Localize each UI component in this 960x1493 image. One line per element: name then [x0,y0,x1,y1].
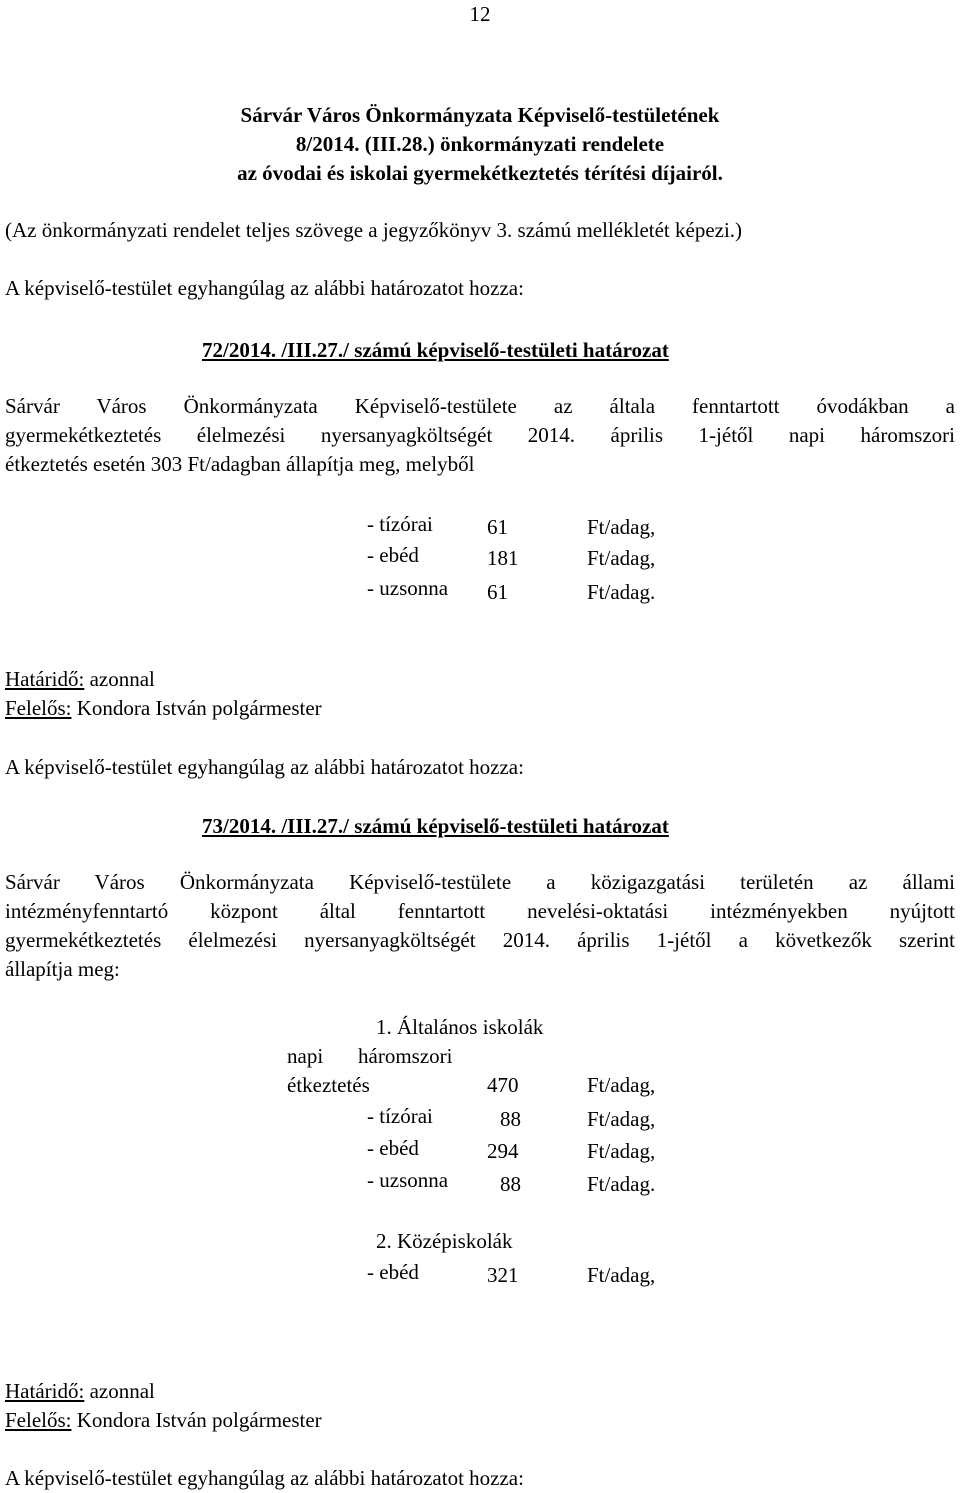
section-1-heading: 1. Általános iskolák [376,1015,544,1039]
responsible-line [5,1406,322,1435]
item-unit: Ft/adag. [587,580,656,604]
deadline-line [5,1377,155,1406]
page-number: 12 [469,2,491,26]
intro-line-1: A képviselő-testület egyhangúlag az alábbi határozatot hozza: [5,276,524,300]
header-line-1: Sárvár Város Önkormányzata Képviselő-testületének [240,103,720,127]
item-unit: Ft/adag, [587,515,656,539]
resolution-2-text-line: állapítja meg: [5,957,120,981]
resolution-2-text [5,868,955,984]
resolution-1-text [5,392,955,479]
item-label: - uzsonna [367,576,449,600]
deadline-label: Határidő: [5,1379,85,1403]
annex-note: (Az önkormányzati rendelet teljes szövege a jegyzőkönyv 3. számú mellékletét képezi.) [5,218,743,242]
item-unit: Ft/adag, [587,1107,656,1131]
item-amount: 321 [487,1263,519,1287]
responsible-label: Felelős: [5,1408,72,1432]
item-label: - ebéd [367,543,419,567]
item-label: - ebéd [367,1136,419,1160]
resolution-2-text-line: intézményfenntartó központ által fenntartott nevelési-oktatási intézményekben nyújtott [5,899,955,923]
resolution-2-text-line: Sárvár Város Önkormányzata Képviselő-testülete a közigazgatási területén az állami [5,870,955,894]
intro-line-3: A képviselő-testület egyhangúlag az alábbi határozatot hozza: [5,1466,524,1490]
intro-line-2: A képviselő-testület egyhangúlag az alábbi határozatot hozza: [5,755,524,779]
regulation-header [0,101,960,188]
resolution-1-title: 72/2014. /III.27./ számú képviselő-testületi határozat [202,338,669,362]
item-label: - ebéd [367,1260,419,1284]
resolution-1-text-line: étkeztetés esetén 303 Ft/adagban állapítja meg, melyből [5,452,475,476]
item-unit: Ft/adag, [587,546,656,570]
section-1-napi: napi [287,1044,324,1068]
section-2-heading: 2. Középiskolák [376,1229,513,1253]
responsible-line [5,694,322,723]
item-amount: 61 [487,515,508,539]
header-line-3: az óvodai és iskolai gyermekétkeztetés térítési díjairól. [237,161,723,185]
item-label: - tízórai [367,1104,433,1128]
item-unit: Ft/adag, [587,1263,656,1287]
deadline-value: azonnal [89,1379,155,1403]
resolution-1-text-line: Sárvár Város Önkormányzata Képviselő-testülete az általa fenntartott óvodákban a [5,394,955,418]
item-amount: 88 [500,1107,521,1131]
responsible-label: Felelős: [5,696,72,720]
item-amount: 294 [487,1139,519,1163]
deadline-value: azonnal [89,667,155,691]
section-1-total-amount: 470 [487,1073,519,1097]
resolution-1-text-line: gyermekétkeztetés élelmezési nyersanyagköltségét 2014. április 1-jétől napi háromszori [5,423,955,447]
section-1-etkeztetes: étkeztetés [287,1073,370,1097]
item-unit: Ft/adag, [587,1139,656,1163]
header-line-2: 8/2014. (III.28.) önkormányzati rendelete [295,132,665,156]
item-amount: 88 [500,1172,521,1196]
section-1-haromszori: háromszori [358,1044,453,1068]
item-amount: 181 [487,546,519,570]
resolution-2-text-line: gyermekétkeztetés élelmezési nyersanyagköltségét 2014. április 1-jétől a következők szerint [5,928,955,952]
responsible-value: Kondora István polgármester [76,1408,322,1432]
item-amount: 61 [487,580,508,604]
deadline-label: Határidő: [5,667,85,691]
section-1-total-unit: Ft/adag, [587,1073,656,1097]
item-unit: Ft/adag. [587,1172,656,1196]
item-label: - tízórai [367,512,433,536]
deadline-line [5,665,155,694]
responsible-value: Kondora István polgármester [76,696,322,720]
resolution-2-title: 73/2014. /III.27./ számú képviselő-testületi határozat [202,814,669,838]
item-label: - uzsonna [367,1168,449,1192]
